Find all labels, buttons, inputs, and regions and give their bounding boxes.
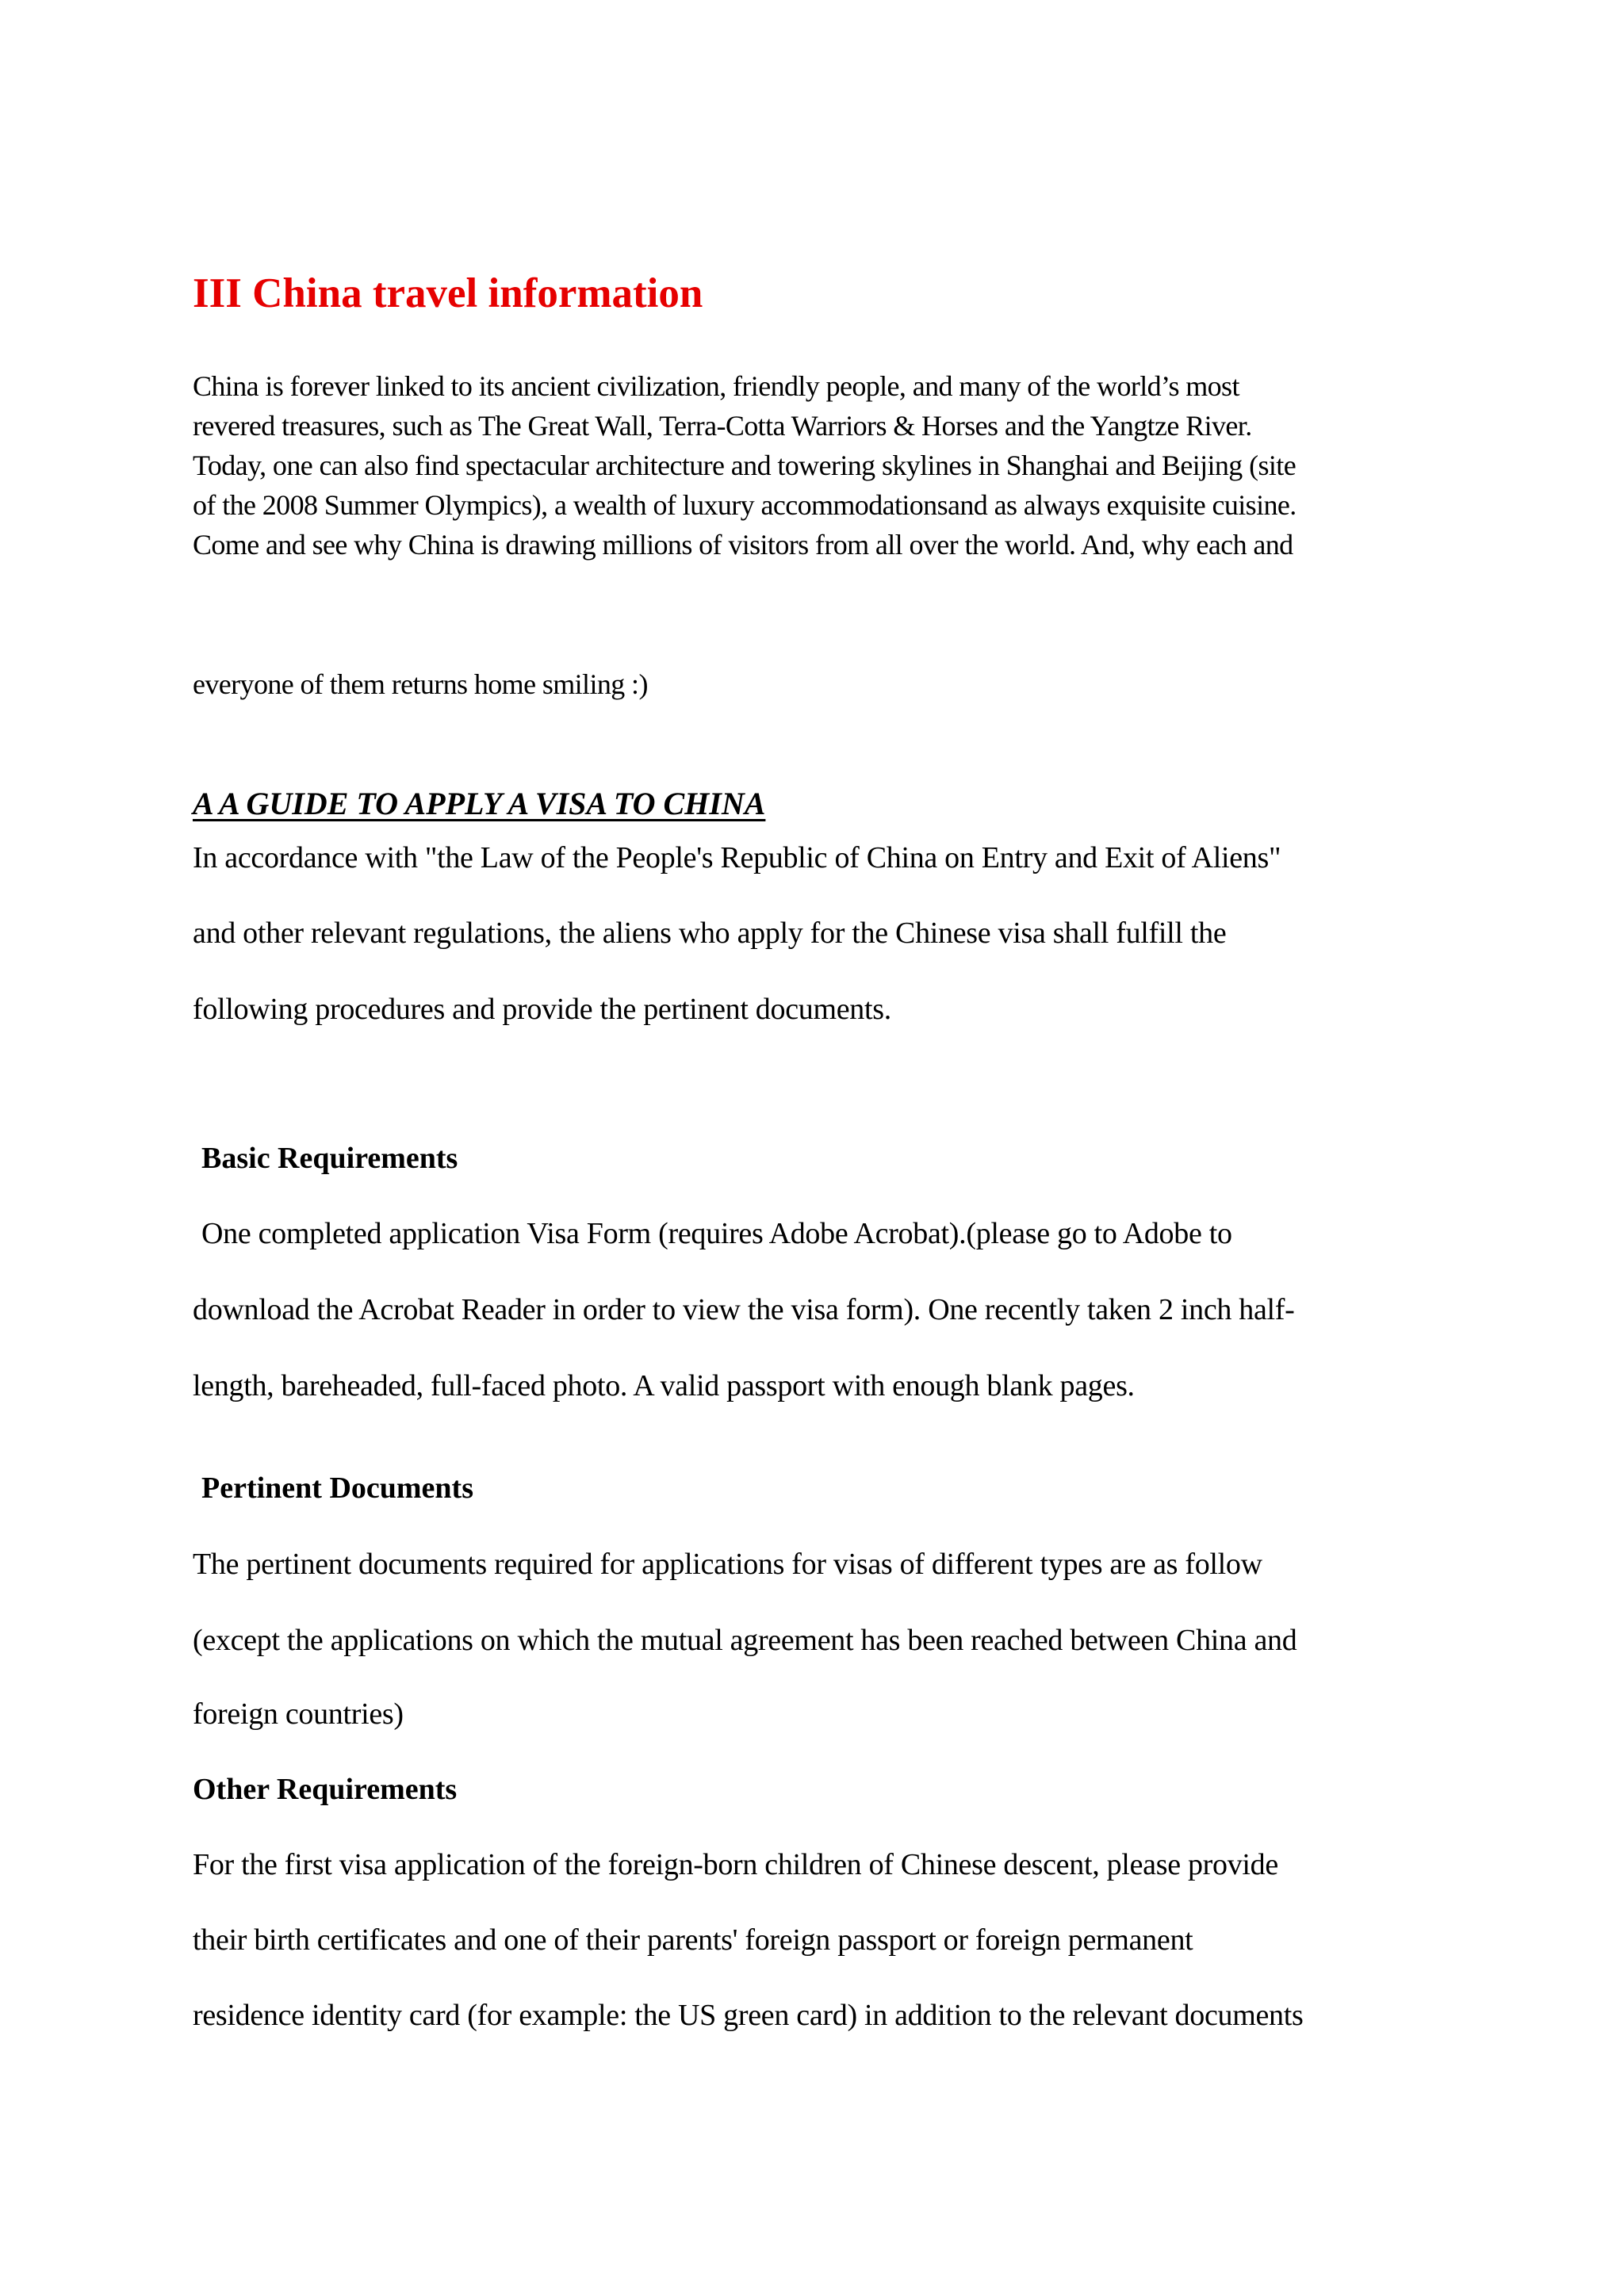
pertinent-documents-heading: Pertinent Documents bbox=[201, 1471, 473, 1505]
intro-paragraph-line: of the 2008 Summer Olympics), a wealth of luxury accommodationsand as always exquisite cuisine. bbox=[193, 489, 1297, 521]
intro-paragraph-line: China is forever linked to its ancient civilization, friendly people, and many of the world’s most bbox=[193, 370, 1239, 402]
intro-paragraph-line: Today, one can also find spectacular architecture and towering skylines in Shanghai and Beijing (site bbox=[193, 450, 1297, 481]
page-title: III China travel information bbox=[193, 270, 703, 316]
visa-guide-intro-line: and other relevant regulations, the aliens who apply for the Chinese visa shall fulfill the bbox=[193, 916, 1227, 950]
intro-paragraph-line: revered treasures, such as The Great Wall, Terra-Cotta Warriors & Horses and the Yangtze River. bbox=[193, 410, 1252, 442]
basic-requirements-line: length, bareheaded, full-faced photo. A valid passport with enough blank pages. bbox=[193, 1369, 1135, 1402]
other-requirements-line: For the first visa application of the foreign-born children of Chinese descent, please provide bbox=[193, 1848, 1278, 1881]
pertinent-documents-line: foreign countries) bbox=[193, 1697, 404, 1731]
other-requirements-line: their birth certificates and one of their parents' foreign passport or foreign permanent bbox=[193, 1923, 1193, 1957]
intro-paragraph-line: everyone of them returns home smiling :) bbox=[193, 668, 648, 700]
pertinent-documents-line: (except the applications on which the mutual agreement has been reached between China and bbox=[193, 1624, 1297, 1657]
pertinent-documents-line: The pertinent documents required for applications for visas of different types are as follow bbox=[193, 1548, 1262, 1581]
other-requirements-heading: Other Requirements bbox=[193, 1773, 458, 1806]
intro-paragraph-line: Come and see why China is drawing millions of visitors from all over the world. And, why each and bbox=[193, 529, 1293, 561]
basic-requirements-line: One completed application Visa Form (requires Adobe Acrobat).(please go to Adobe to bbox=[201, 1217, 1232, 1250]
other-requirements-line: residence identity card (for example: the US green card) in addition to the relevant documents bbox=[193, 1999, 1304, 2032]
basic-requirements-heading: Basic Requirements bbox=[201, 1142, 458, 1175]
visa-guide-intro-line: following procedures and provide the pertinent documents. bbox=[193, 993, 891, 1026]
visa-guide-heading: A A GUIDE TO APPLY A VISA TO CHINA bbox=[193, 786, 766, 821]
visa-guide-intro-line: In accordance with "the Law of the People's Republic of China on Entry and Exit of Aliens" bbox=[193, 841, 1281, 874]
basic-requirements-line: download the Acrobat Reader in order to view the visa form). One recently taken 2 inch half- bbox=[193, 1293, 1295, 1326]
